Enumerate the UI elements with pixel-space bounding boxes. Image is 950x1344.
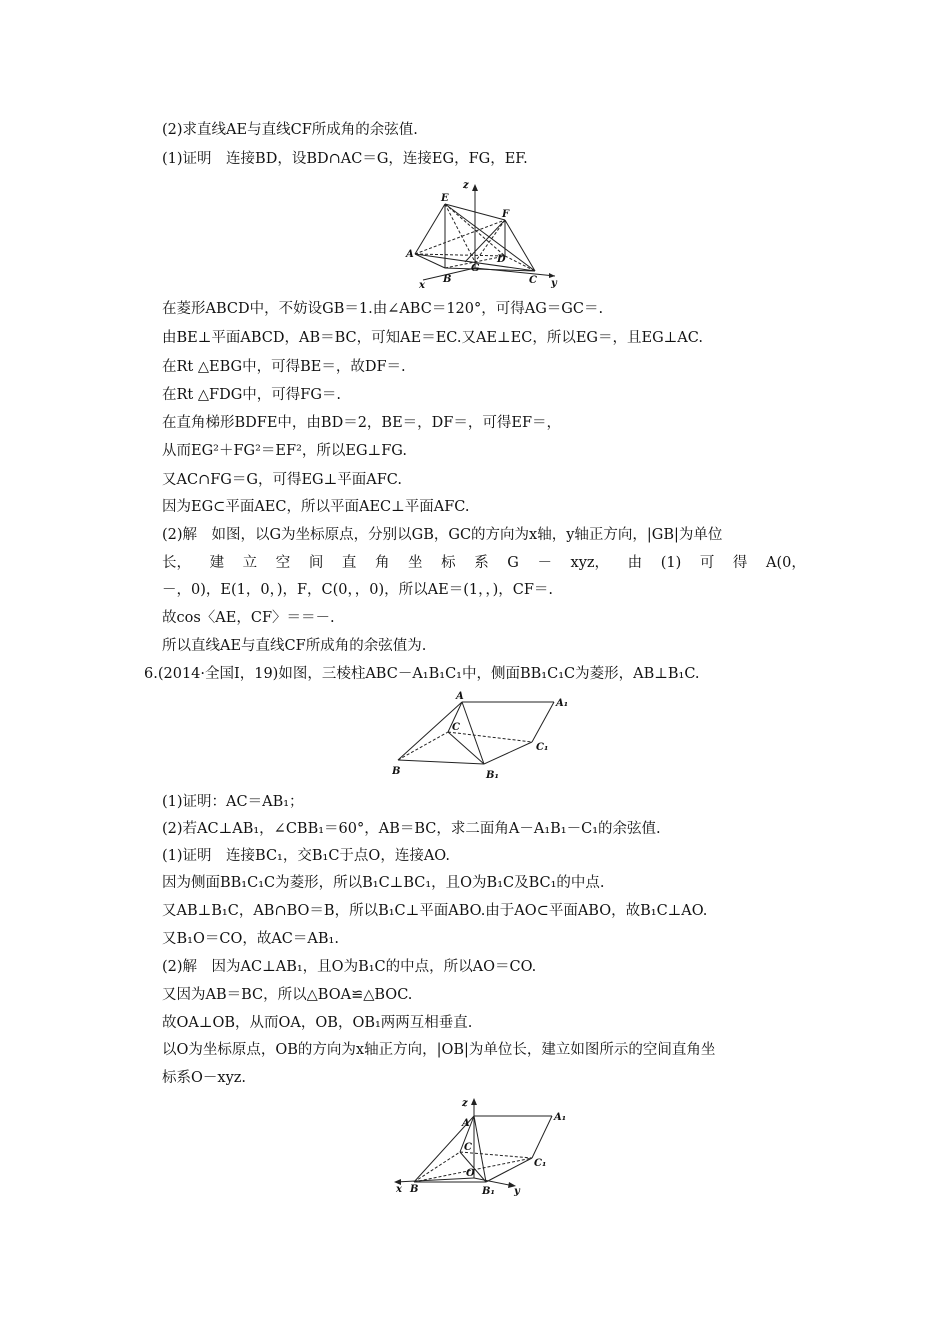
fig1-label-x: x xyxy=(419,280,425,290)
fig3-label-a1: A₁ xyxy=(554,1112,567,1123)
problem-6-heading: 6.(2014·全国Ⅰ，19)如图，三棱柱ABC－A₁B₁C₁中，侧面BB₁C₁C为菱形，AB⊥B₁C. xyxy=(144,666,700,682)
fig1-label-b: B xyxy=(443,274,452,285)
fig3-label-c: C xyxy=(464,1142,472,1153)
fig3-label-o: O xyxy=(466,1168,475,1179)
fig3-label-z: z xyxy=(462,1098,468,1109)
fig3-label-c1: C₁ xyxy=(534,1158,547,1169)
fig2-label-a: A xyxy=(456,691,464,702)
fig3-label-x: x xyxy=(396,1184,402,1195)
text-line: 又AB⊥B₁C，AB∩BO＝B，所以B₁C⊥平面ABO.由于AO⊂平面ABO，故B₁C⊥AO. xyxy=(162,903,708,919)
fig2-label-c: C xyxy=(452,722,460,733)
fig2-label-a1: A₁ xyxy=(556,698,569,709)
text-line: 因为侧面BB₁C₁C为菱形，所以B₁C⊥BC₁，且O为B₁C及BC₁的中点. xyxy=(162,875,605,891)
figure-prism-coordinate-diagram xyxy=(392,1096,577,1196)
fig1-label-g: G xyxy=(471,263,480,274)
text-line: 因为EG⊂平面AEC，所以平面AEC⊥平面AFC. xyxy=(162,499,470,515)
text-line: 故cos〈AE，CF〉＝＝－. xyxy=(162,610,335,626)
text-line: (2)解 因为AC⊥AB₁，且O为B₁C的中点，所以AO＝CO. xyxy=(162,959,537,975)
fig1-label-a: A xyxy=(406,249,414,260)
text-line: (1)证明 连接BC₁，交B₁C于点O，连接AO. xyxy=(162,848,450,864)
text-line: 又因为AB＝BC，所以△BOA≌△BOC. xyxy=(162,987,413,1003)
text-line-justified: 长， 建 立 空 间 直 角 坐 标 系 G － xyz， 由 (1) 可 得 A(0， xyxy=(162,555,806,571)
text-line: 又B₁O＝CO，故AC＝AB₁. xyxy=(162,931,339,947)
text-line: 在直角梯形BDFE中，由BD＝2，BE＝，DF＝，可得EF＝， xyxy=(162,415,562,431)
fig1-label-f: F xyxy=(502,209,510,220)
fig3-label-b1: B₁ xyxy=(482,1186,495,1196)
fig3-label-a: A xyxy=(462,1118,470,1129)
text-line: 故OA⊥OB，从而OA，OB，OB₁两两互相垂直. xyxy=(162,1015,473,1031)
text-line: (2)求直线AE与直线CF所成角的余弦值. xyxy=(162,122,418,138)
text-line: 标系O－xyz. xyxy=(162,1070,247,1086)
text-line: 在Rt △FDG中，可得FG＝. xyxy=(162,387,342,403)
fig1-label-c: C xyxy=(529,275,537,286)
text-line: －，0)，E(1，0，)，F，C(0，，0)，所以AE＝(1，，)，CF＝. xyxy=(162,582,554,598)
text-line: 以O为坐标原点，OB的方向为x轴正方向，|OB|为单位长，建立如图所示的空间直角坐 xyxy=(162,1042,716,1058)
text-line: (1)证明 连接BD，设BD∩AC＝G，连接EG，FG，EF. xyxy=(162,151,528,167)
text-line: 在Rt △EBG中，可得BE＝，故DF＝. xyxy=(162,359,406,375)
text-line: 由BE⊥平面ABCD，AB＝BC，可知AE＝EC.又AE⊥EC，所以EG＝，且EG⊥AC. xyxy=(162,330,703,346)
fig2-label-b: B xyxy=(392,766,401,777)
fig1-label-e: E xyxy=(441,193,449,204)
text-line: (2)若AC⊥AB₁，∠CBB₁＝60°，AB＝BC，求二面角A－A₁B₁－C₁的余弦值. xyxy=(162,821,661,837)
figure-pyramid-diagram xyxy=(405,178,565,290)
text-line: (2)解 如图，以G为坐标原点，分别以GB，GC的方向为x轴，y轴正方向，|GB|为单位 xyxy=(162,527,723,543)
text-line: 又AC∩FG＝G，可得EG⊥平面AFC. xyxy=(162,472,402,488)
text-line: (1)证明：AC＝AB₁； xyxy=(162,794,304,810)
fig1-label-y: y xyxy=(551,278,557,289)
fig3-label-y: y xyxy=(514,1186,520,1196)
text-line: 在菱形ABCD中，不妨设GB＝1.由∠ABC＝120°，可得AG＝GC＝. xyxy=(162,301,604,317)
fig1-label-d: D xyxy=(497,254,506,265)
fig3-label-b: B xyxy=(410,1184,419,1195)
text-line: 所以直线AE与直线CF所成角的余弦值为. xyxy=(162,638,427,654)
fig2-label-b1: B₁ xyxy=(486,770,499,780)
fig1-label-z: z xyxy=(463,180,469,191)
text-line: 从而EG²＋FG²＝EF²，所以EG⊥FG. xyxy=(162,443,407,459)
fig2-label-c1: C₁ xyxy=(536,742,549,753)
figure-prism-diagram xyxy=(392,690,577,780)
